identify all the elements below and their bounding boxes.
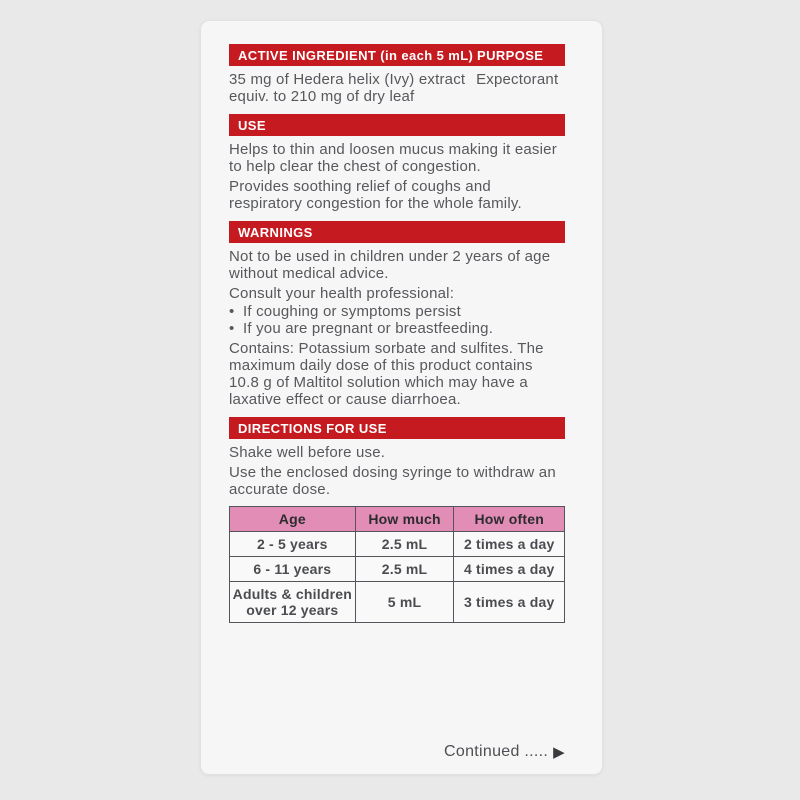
- purpose-header-label: PURPOSE: [477, 47, 544, 63]
- warnings-bullet-item: [229, 321, 565, 337]
- section-header-active-ingredient: [229, 44, 565, 66]
- warnings-intro: Not to be used in children under 2 years of age without medical advice.: [229, 248, 551, 282]
- section-header-warnings: [229, 221, 565, 243]
- section-header-directions: [229, 417, 565, 439]
- warnings-contains: Contains: Potassium sorbate and sulfites. The maximum daily dose of this product contains 10.8 g of Maltitol solution which may have a laxative effect or cause diarrhoea.: [229, 340, 544, 408]
- active-ingredient-text: 35 mg of Hedera helix (Ivy) extract equiv. to 210 mg of dry leaf: [229, 71, 466, 105]
- dosage-cell-how-often: 4 times a day: [454, 557, 565, 582]
- table-row: [230, 582, 565, 623]
- directions-paragraph: Shake well before use.: [229, 444, 386, 461]
- dosage-col-header-how-much: How much: [355, 507, 454, 532]
- purpose-text: Expectorant: [476, 71, 559, 88]
- table-row: [230, 532, 565, 557]
- continued-text: Continued .....: [444, 743, 549, 760]
- label-content: [201, 21, 602, 623]
- warnings-bullet-text: If you are pregnant or breastfeeding.: [243, 320, 494, 337]
- dosage-cell-how-often: 2 times a day: [454, 532, 565, 557]
- use-paragraph: Provides soothing relief of coughs and respiratory congestion for the whole family.: [229, 178, 522, 212]
- dosage-cell-how-much: 2.5 mL: [355, 557, 454, 582]
- warnings-consult: Consult your health professional:: [229, 285, 455, 302]
- dosage-cell-age: Adults & children over 12 years: [230, 582, 356, 623]
- drug-facts-label: [200, 20, 603, 775]
- warnings-bullet-list: [229, 304, 565, 337]
- use-header-label: USE: [238, 117, 266, 133]
- warnings-bullet-item: [229, 304, 565, 320]
- active-ingredient-row: [229, 66, 565, 105]
- dosage-cell-how-much: 2.5 mL: [355, 532, 454, 557]
- directions-header-label: DIRECTIONS FOR USE: [238, 420, 387, 436]
- dosage-col-header-age: Age: [230, 507, 356, 532]
- active-ingredient-header-label: ACTIVE INGREDIENT (in each 5 mL): [238, 47, 474, 63]
- bullet-icon: •: [229, 303, 235, 320]
- dosage-cell-age: 2 - 5 years: [230, 532, 356, 557]
- section-header-use: [229, 114, 565, 136]
- continued-arrow-icon: ▶: [553, 743, 565, 761]
- continued-footer: [201, 743, 602, 774]
- bullet-icon: •: [229, 320, 235, 337]
- warnings-bullet-text: If coughing or symptoms persist: [243, 303, 461, 320]
- dosage-table: [229, 506, 565, 623]
- dosage-cell-how-much: 5 mL: [355, 582, 454, 623]
- directions-paragraph: Use the enclosed dosing syringe to withdraw an accurate dose.: [229, 464, 556, 498]
- use-paragraph: Helps to thin and loosen mucus making it easier to help clear the chest of congestion.: [229, 141, 557, 175]
- warnings-header-label: WARNINGS: [238, 224, 313, 240]
- table-row: [230, 557, 565, 582]
- dosage-cell-age: 6 - 11 years: [230, 557, 356, 582]
- dosage-col-header-how-often: How often: [454, 507, 565, 532]
- dosage-cell-how-often: 3 times a day: [454, 582, 565, 623]
- dosage-table-header-row: [230, 507, 565, 532]
